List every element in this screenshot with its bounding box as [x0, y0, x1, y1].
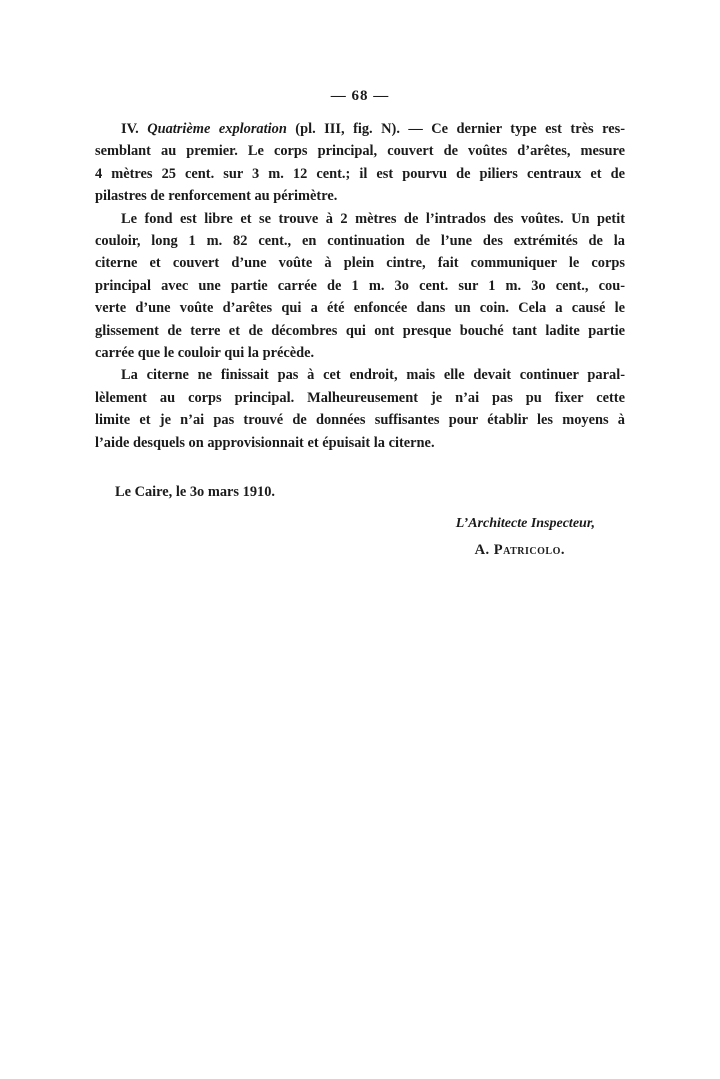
paragraph	[95, 118, 625, 208]
text-segment: Le fond est libre et se trouve à 2 mètres de l’intrados des voûtes. Un petit	[121, 210, 625, 227]
text-line	[95, 252, 625, 274]
text-segment: (pl. III, fig. N). — Ce dernier type est très res-	[286, 121, 625, 137]
text-line	[95, 185, 625, 207]
text-segment: La citerne ne finissait pas à cet endroit, mais elle devait continuer paral-	[121, 367, 625, 384]
italic-text: Quatrième exploration	[147, 121, 287, 137]
text-segment: pilastres de renforcement au périmètre.	[95, 188, 338, 205]
signature-block	[95, 511, 625, 563]
paragraphs	[95, 118, 625, 454]
text-segment: glissement de terre et de décombres qui ont presque bouché tant ladite partie	[95, 322, 625, 339]
text-line	[95, 342, 625, 364]
text-segment: IV.	[121, 121, 148, 137]
text-line	[95, 320, 625, 342]
text-segment: 4 mètres 25 cent. sur 3 m. 12 cent.; il est pourvu de piliers centraux et de	[95, 165, 625, 182]
text-line	[95, 432, 625, 454]
text-line	[95, 409, 625, 431]
text-segment: principal avec une partie carrée de 1 m. 3o cent. sur 1 m. 3o cent., cou-	[95, 277, 625, 294]
text-column	[95, 118, 625, 563]
signature-name: A. Patricolo.	[474, 541, 565, 558]
text-segment: lèlement au corps principal. Malheureusement je n’ai pas pu fixer cette	[95, 389, 625, 406]
text-line	[95, 140, 625, 162]
text-segment: semblant au premier. Le corps principal, couvert de voûtes d’arêtes, mesure	[95, 143, 625, 160]
text-segment: citerne et couvert d’une voûte à plein cintre, fait communiquer le corps	[95, 255, 625, 272]
signature-title: L’Architecte Inspecteur,	[455, 515, 595, 531]
page-number: — 68 —	[330, 88, 390, 104]
text-segment: carrée que le couloir qui la précède.	[95, 345, 315, 362]
text-segment: couloir, long 1 m. 82 cent., en continuation de l’une des extrémités de la	[95, 233, 625, 250]
paragraph	[95, 364, 625, 454]
text-line	[95, 208, 625, 230]
text-line	[95, 163, 625, 185]
text-line	[95, 275, 625, 297]
text-segment: l’aide desquels on approvisionnait et épuisait la citerne.	[95, 434, 435, 451]
text-line	[95, 230, 625, 252]
text-segment: verte d’une voûte d’arêtes qui a été enfoncée dans un coin. Cela a causé le	[95, 300, 625, 317]
text-line	[95, 364, 625, 386]
text-line	[95, 297, 625, 319]
text-line	[95, 118, 625, 140]
paragraph	[95, 208, 625, 365]
dateline: Le Caire, le 3o mars 1910.	[115, 484, 275, 501]
text-segment: limite et je n’ai pas trouvé de données suffisantes pour établir les moyens à	[95, 412, 625, 429]
text-line	[95, 387, 625, 409]
